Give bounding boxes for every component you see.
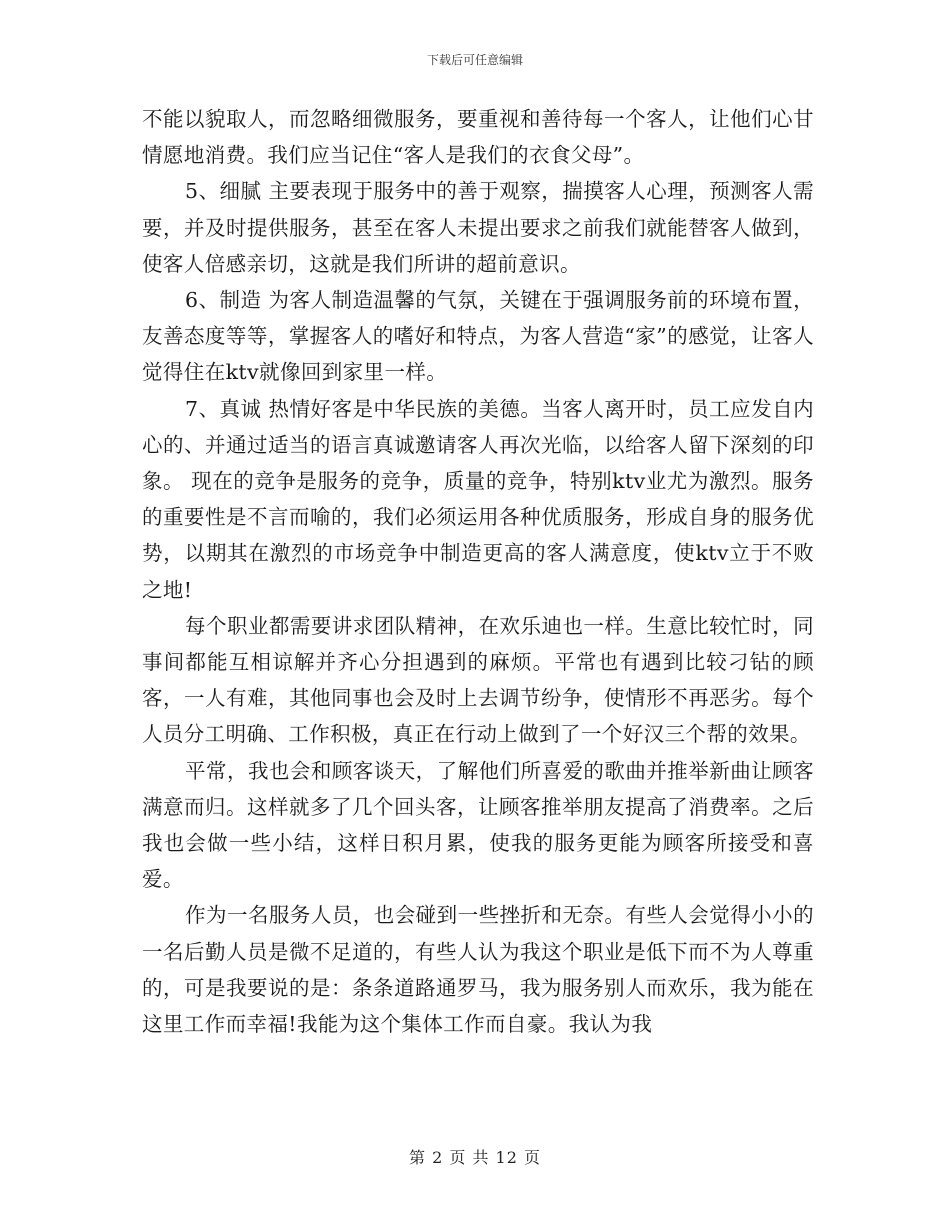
page-header: 下载后可任意编辑 <box>426 53 523 67</box>
paragraph-service-pride: 作为一名服务人员，也会碰到一些挫折和无奈。有些人会觉得小小的一名后勤人员是微不足道的，有些人认为我这个职业是低下而不为人尊重的，可是我要说的是：条条道路通罗马，我为服务别人而欢乐，我为能在这里工作而幸福!我能为这个集体工作而自豪。我认为我 <box>142 903 814 1037</box>
paragraph-customer-chat: 平常，我也会和顾客谈天，了解他们所喜爱的歌曲并推举新曲让顾客满意而归。这样就多了几个回头客，让顾客推举朋友提高了消费率。之后我也会做一些小结，这样日积月累，使我的服务更能为顾客所接受和喜爱。 <box>142 758 814 892</box>
paragraph-item-7-sincere: 7、真诚 热情好客是中华民族的美德。当客人离开时，员工应发自内心的、并通过适当的语言真诚邀请客人再次光临，以给客人留下深刻的印象。 现在的竞争是服务的竞争，质量的竞争，特别ktv业尤为激烈。服务的重要性是不言而喻的，我们必须运用各种优质服务，形成自身的服务优势，以期其在激烈的市场竞争中制造更高的客人满意度，使ktv立于不败之地! <box>142 396 814 602</box>
paragraph-item-6-create: 6、制造 为客人制造温馨的气氛，关键在于强调服务前的环境布置，友善态度等等，掌握客人的嗜好和特点，为客人营造“家”的感觉，让客人觉得住在ktv就像回到家里一样。 <box>142 288 814 385</box>
page-number-footer: 第 2 页 共 12 页 <box>409 1148 541 1167</box>
document-body <box>142 101 814 1042</box>
paragraph-item-5-delicate: 5、细腻 主要表现于服务中的善于观察，揣摸客人心理，预测客人需要，并及时提供服务，甚至在客人未提出要求之前我们就能替客人做到，使客人倍感亲切，这就是我们所讲的超前意识。 <box>142 179 814 276</box>
paragraph-continuation: 不能以貌取人，而忽略细微服务，要重视和善待每一个客人，让他们心甘情愿地消费。我们应当记住“客人是我们的衣食父母”。 <box>142 107 814 168</box>
paragraph-team-spirit: 每个职业都需要讲求团队精神，在欢乐迪也一样。生意比较忙时，同事间都能互相谅解并齐心分担遇到的麻烦。平常也有遇到比较刁钻的顾客，一人有难，其他同事也会及时上去调节纷争，使情形不再恶劣。每个人员分工明确、工作积极，真正在行动上做到了一个好汉三个帮的效果。 <box>142 613 814 747</box>
